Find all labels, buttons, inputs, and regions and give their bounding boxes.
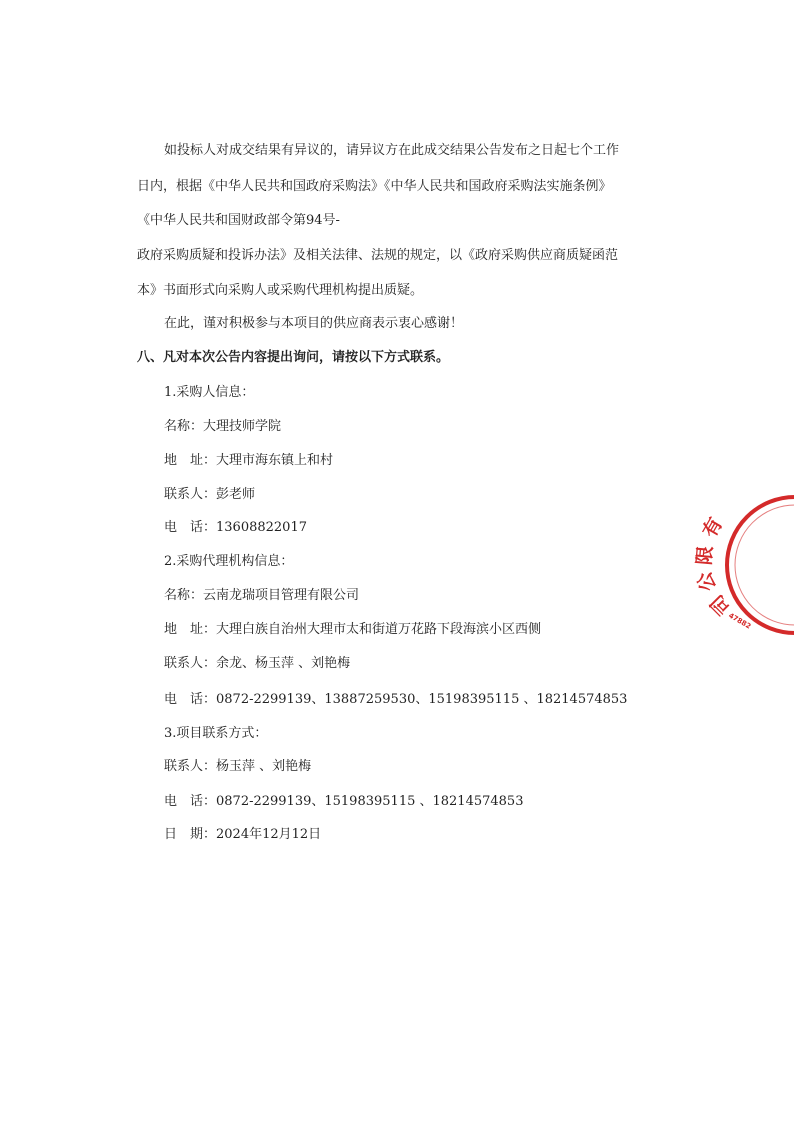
announcement-date: 日 期：2024年12月12日: [164, 827, 322, 842]
buyer-heading: 1.采购人信息：: [164, 385, 255, 400]
paragraph-objection-line-2: 日内，根据《中华人民共和国政府采购法》《中华人民共和国政府采购法实施条例》: [137, 179, 612, 194]
project-contact: 联系人：杨玉萍 、刘艳梅: [164, 759, 312, 774]
buyer-address: 地 址：大理市海东镇上和村: [164, 453, 334, 468]
seal-number: 47882: [727, 611, 753, 631]
paragraph-objection-line-4: 政府采购质疑和投诉办法》及相关法律、法规的规定，以《政府采购供应商质疑函范: [137, 248, 619, 263]
paragraph-objection-line-1: 如投标人对成交结果有异议的，请异议方在此成交结果公告发布之日起七个工作: [164, 143, 620, 158]
company-seal: [690, 495, 794, 635]
seal-char-1: 有: [698, 513, 728, 542]
paragraph-objection-line-3: 《中华人民共和国财政部令第94号-: [137, 213, 340, 228]
buyer-contact: 联系人：彭老师: [164, 487, 256, 502]
agency-address: 地 址：大理白族自治州大理市太和街道万花路下段海滨小区西侧: [164, 622, 542, 637]
seal-char-2: 限: [693, 545, 717, 566]
agency-contact: 联系人：余龙、杨玉萍 、刘艳梅: [164, 656, 351, 671]
agency-phone: 电 话：0872-2299139、13887259530、15198395115 、18214574853: [164, 692, 628, 707]
agency-name: 名称：云南龙瑞项目管理有限公司: [164, 588, 360, 603]
agency-heading: 2.采购代理机构信息：: [164, 554, 294, 569]
project-contact-heading: 3.项目联系方式：: [164, 726, 268, 741]
section-8-heading: 八、凡对本次公告内容提出询问，请按以下方式联系。: [137, 350, 450, 365]
buyer-phone: 电 话：13608822017: [164, 520, 307, 535]
thanks-line: 在此，谨对积极参与本项目的供应商表示衷心感谢！: [164, 316, 464, 331]
paragraph-objection-line-5: 本》书面形式向采购人或采购代理机构提出质疑。: [137, 283, 424, 298]
seal-char-4: 司: [706, 590, 736, 620]
seal-char-3: 公: [693, 568, 721, 595]
buyer-name: 名称：大理技师学院: [164, 419, 282, 434]
project-phone: 电 话：0872-2299139、15198395115 、18214574853: [164, 794, 524, 809]
